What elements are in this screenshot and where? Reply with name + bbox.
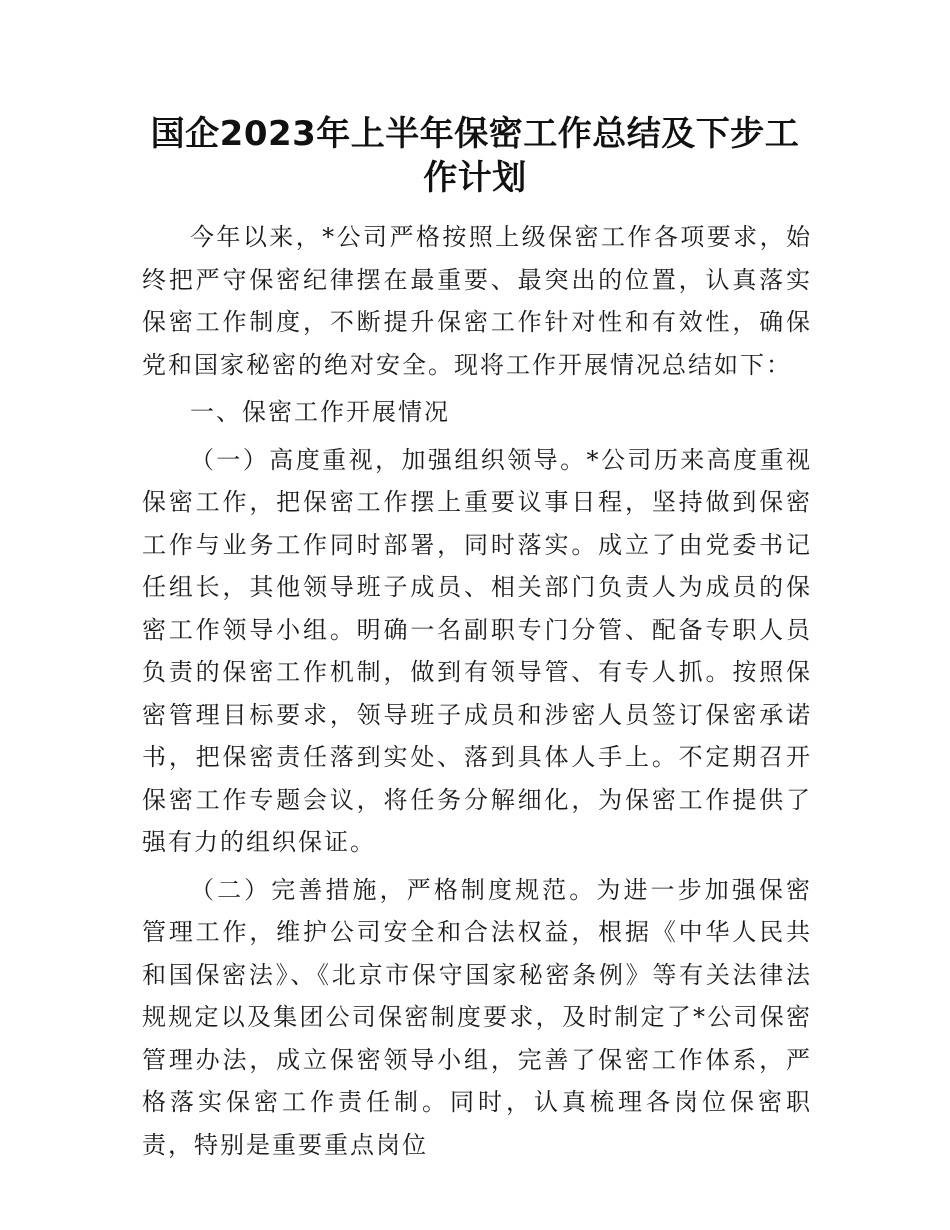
paragraph-organization-leadership: （一）高度重视，加强组织领导。*公司历来高度重视保密工作，把保密工作摆上重要议事日程，坚持做到保密工作与业务工作同时部署，同时落实。成立了由党委书记任组长，其他领导班子成员、相关部门负责人为成员的保密工作领导小组。明确一名副职专门分管、配备专职人员负责的保密工作机制，做到有领导管、有专人抓。按照保密管理目标要求，领导班子成员和涉密人员签订保密承诺书，把保密责任落到实处、落到具体人手上。不定期召开保密工作专题会议，将任务分解细化，为保密工作提供了强有力的组织保证。 bbox=[142, 445, 812, 856]
intro-paragraph: 今年以来，*公司严格按照上级保密工作各项要求，始终把严守保密纪律摆在最重要、最突出的位置，认真落实保密工作制度，不断提升保密工作针对性和有效性，确保党和国家秘密的绝对安全。现将工作开展情况总结如下： bbox=[142, 223, 812, 379]
section-heading-1: 一、保密工作开展情况 bbox=[190, 398, 450, 426]
document-title: 国企2023年上半年保密工作总结及下步工作计划 bbox=[150, 114, 800, 198]
document-body bbox=[142, 216, 812, 1171]
paragraph-system-standards: （二）完善措施，严格制度规范。为进一步加强保密管理工作，维护公司安全和合法权益，根据《中华人民共和国保密法》、《北京市保守国家秘密条例》等有关法律法规规定以及集团公司保密制度要求，及时制定了*公司保密管理办法，成立保密领导小组，完善了保密工作体系，严格落实保密工作责任制。同时，认真梳理各岗位保密职责，特别是重要重点岗位 bbox=[142, 875, 812, 1159]
